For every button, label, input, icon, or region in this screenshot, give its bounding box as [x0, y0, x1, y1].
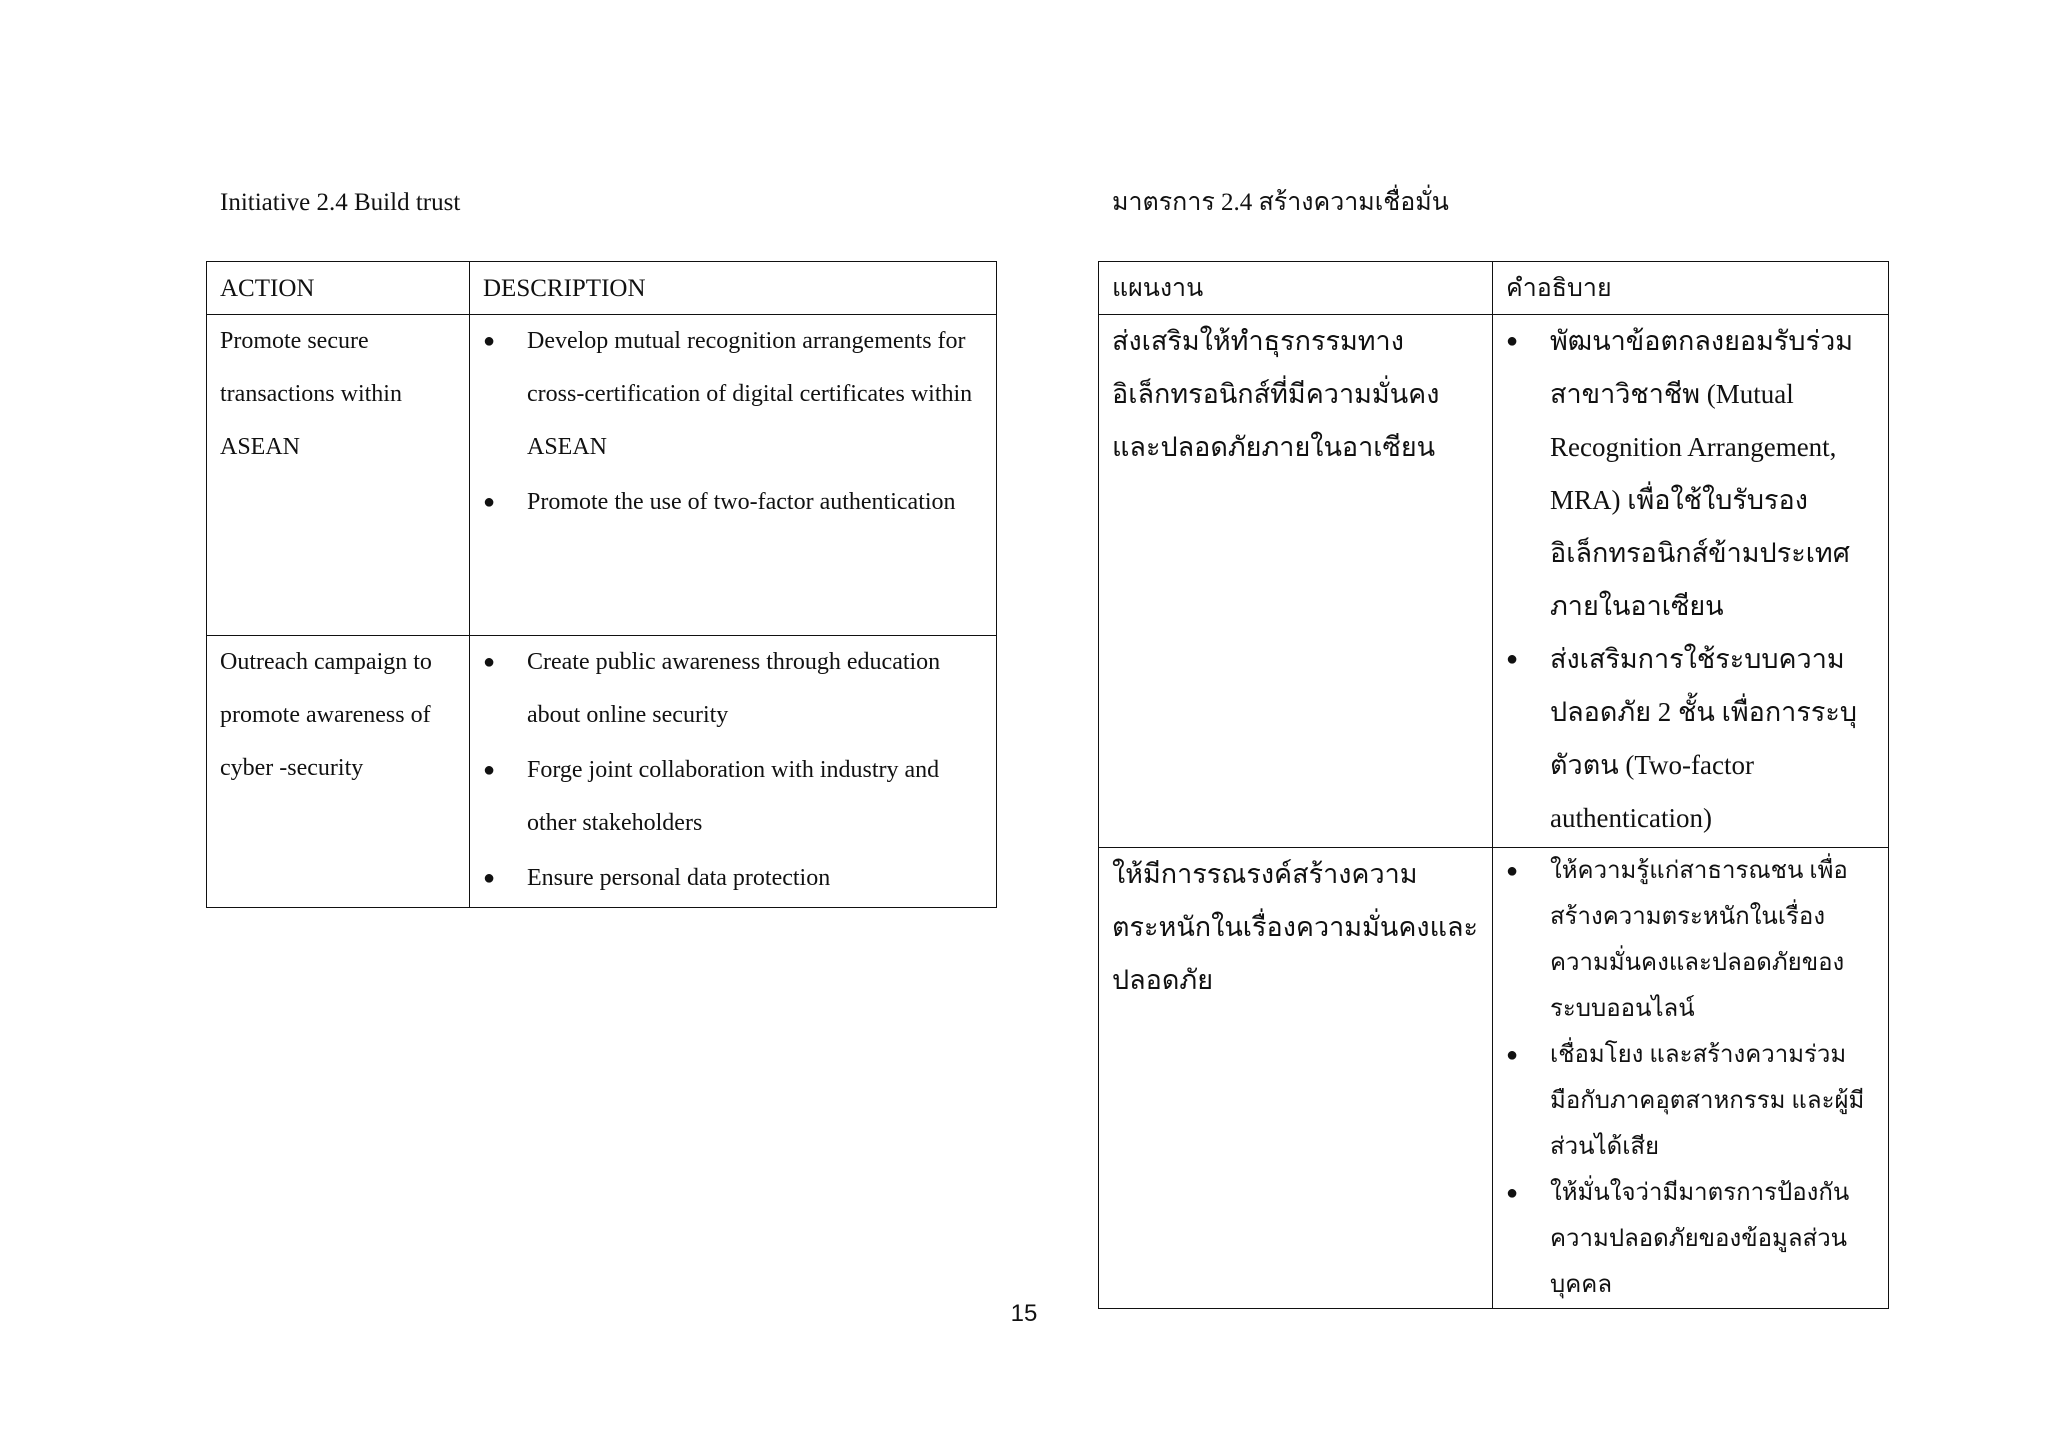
description-bullet-item: ● Ensure personal data protection [483, 852, 983, 905]
table-row [207, 315, 997, 636]
description-bullet-list [1506, 315, 1875, 845]
column-header-description: DESCRIPTION [470, 262, 997, 315]
description-cell [1493, 848, 1889, 1309]
action-cell: ส่งเสริมให้ทำธุรกรรมทางอิเล็กทรอนิกส์ที่มีความมั่นคงและปลอดภัยภายในอาเซียน [1099, 315, 1493, 848]
right-section-heading: มาตรการ 2.4 สร้างความเชื่อมั่น [1112, 189, 1449, 216]
description-cell [470, 315, 997, 636]
description-bullet-item: ● พัฒนาข้อตกลงยอมรับร่วมสาขาวิชาชีพ (Mutual Recognition Arrangement, MRA) เพื่อใช้ใบรับรองอิเล็กทรอนิกส์ข้ามประเทศภายในอาเซียน [1506, 315, 1875, 633]
description-bullet-item: ● Develop mutual recognition arrangements for cross-certification of digital certificates within ASEAN [483, 315, 983, 474]
thai-initiative-table [1098, 261, 1889, 1309]
description-bullet-list [483, 315, 983, 529]
description-bullet-item: ● ส่งเสริมการใช้ระบบความปลอดภัย 2 ชั้น เพื่อการระบุตัวตน (Two-factor authentication) [1506, 633, 1875, 845]
table-row [207, 636, 997, 908]
description-bullet-item: ● ให้ความรู้แก่สาธารณชน เพื่อสร้างความตระหนักในเรื่องความมั่นคงและปลอดภัยของระบบออนไลน์ [1506, 848, 1875, 1032]
description-cell [1493, 315, 1889, 848]
table-row [1099, 315, 1889, 848]
table-header-row [1099, 262, 1889, 315]
left-section-heading: Initiative 2.4 Build trust [220, 189, 461, 216]
description-bullet-item: ● ให้มั่นใจว่ามีมาตรการป้องกันความปลอดภัยของข้อมูลส่วนบุคคล [1506, 1170, 1875, 1308]
column-header-action: ACTION [207, 262, 470, 315]
table-header-row [207, 262, 997, 315]
table-row [1099, 848, 1889, 1309]
description-cell [470, 636, 997, 908]
action-cell: ให้มีการรณรงค์สร้างความตระหนักในเรื่องความมั่นคงและปลอดภัย [1099, 848, 1493, 1309]
column-header-action: แผนงาน [1099, 262, 1493, 315]
description-bullet-list [483, 636, 983, 905]
english-initiative-table [206, 261, 997, 908]
action-cell: Promote secure transactions within ASEAN [207, 315, 470, 636]
description-bullet-item: ● Forge joint collaboration with industry and other stakeholders [483, 744, 983, 850]
description-bullet-list [1506, 848, 1875, 1308]
description-bullet-item: ● Promote the use of two-factor authentication [483, 476, 983, 529]
description-bullet-item: ● เชื่อมโยง และสร้างความร่วมมือกับภาคอุตสาหกรรม และผู้มีส่วนได้เสีย [1506, 1032, 1875, 1170]
description-bullet-item: ● Create public awareness through education about online security [483, 636, 983, 742]
action-cell: Outreach campaign to promote awareness of cyber -security [207, 636, 470, 908]
page-number: 15 [1010, 1300, 1038, 1327]
column-header-description: คำอธิบาย [1493, 262, 1889, 315]
